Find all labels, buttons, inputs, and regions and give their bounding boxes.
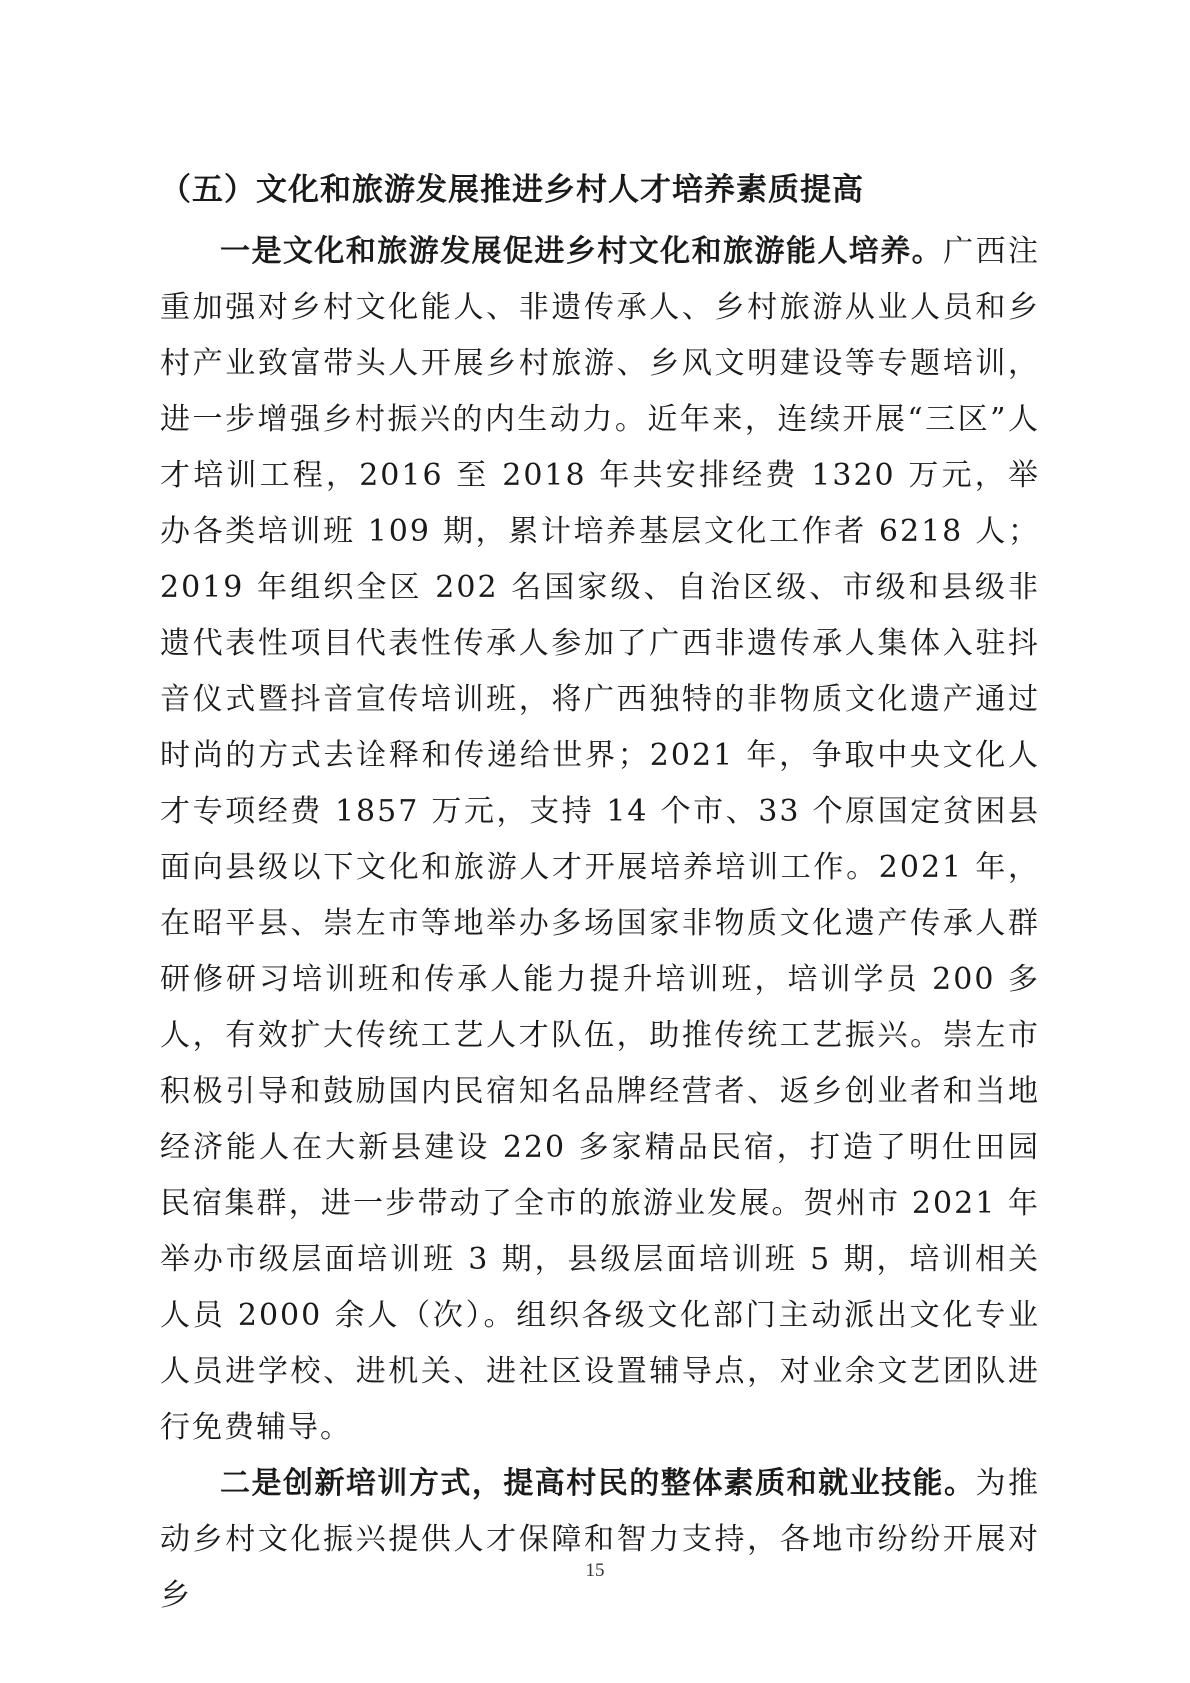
paragraph-1-text: 广西注重加强对乡村文化能人、非遗传承人、乡村旅游从业人员和乡村产业致富带头人开展乡村旅游、乡风文明建设等专题培训，进一步增强乡村振兴的内生动力。近年来，连续开展“三区”人才培训工程，2016 至 2018 年共安排经费 1320 万元，举办各类培训班 109 期，累计培养基层文化工作者 6218 人；2019 年组织全区 202 名国家级、自治区级、市级和县级非遗代表性项目代表性传承人参加了广西非遗传承人集体入驻抖音仪式暨抖音宣传培训班，将广西独特的非物质文化遗产通过时尚的方式去诠释和传递给世界；2021 年，争取中央文化人才专项经费 1857 万元，支持 14 个市、33 个原国定贫困县面向县级以下文化和旅游人才开展培养培训工作。2021 年，在昭平县、崇左市等地举办多场国家非物质文化遗产传承人群研修研习培训班和传承人能力提升培训班，培训学员 200 多人，有效扩大传统工艺人才队伍，助推传统工艺振兴。崇左市积极引导和鼓励国内民宿知名品牌经营者、返乡创业者和当地经济能人在大新县建设 220 多家精品民宿，打造了明仕田园民宿集群，进一步带动了全市的旅游业发展。贺州市 2021 年举办市级层面培训班 3 期，县级层面培训班 5 期，培训相关人员 2000 余人（次）。组织各级文化部门主动派出文化专业人员进学校、进机关、进社区设置辅导点，对业余文艺团队进行免费辅导。 <box>160 234 1041 1445</box>
section-heading: （五）文化和旅游发展推进乡村人才培养素质提高 <box>160 172 864 208</box>
paragraph-2-lead: 二是创新培训方式，提高村民的整体素质和就业技能。 <box>220 1466 976 1501</box>
paragraph-1-lead: 一是文化和旅游发展促进乡村文化和旅游能人培养。 <box>220 234 944 269</box>
paragraph-2 <box>160 1456 1040 1624</box>
page-number: 15 <box>585 1560 605 1581</box>
paragraph-1 <box>160 224 1040 1456</box>
paragraph-2-text: 为推动乡村文化振兴提供人才保障和智力支持，各地市纷纷开展对乡 <box>160 1466 1041 1613</box>
body-text <box>160 224 1040 1624</box>
